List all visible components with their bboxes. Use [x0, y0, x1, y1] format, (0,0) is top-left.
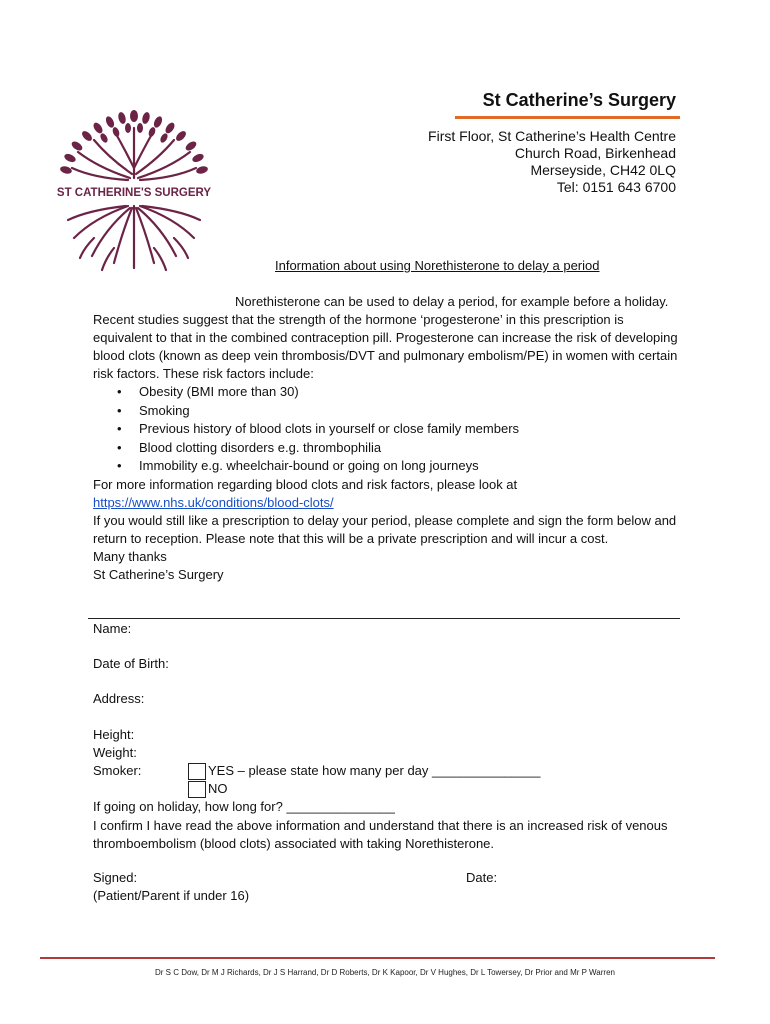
signature-label[interactable]: Signed:: [93, 870, 138, 885]
more-info-text: For more information regarding blood clots and risk factors, please look at: [93, 477, 518, 492]
phone-number: Tel: 0151 643 6700: [556, 179, 676, 195]
surgery-address: [428, 128, 676, 196]
weight-field-label[interactable]: Weight:: [93, 745, 137, 760]
document-heading: Information about using Norethisterone to delay a period: [275, 258, 600, 273]
smoker-label: Smoker:: [93, 763, 142, 778]
dob-field-label[interactable]: Date of Birth:: [93, 656, 169, 671]
footer-doctors-list: Dr S C Dow, Dr M J Richards, Dr J S Harrand, Dr D Roberts, Dr K Kapoor, Dr V Hughes, Dr L Towersey, Dr Prior and Mr P Warren: [155, 968, 615, 977]
smoker-yes-label: YES – please state how many per day _______________: [208, 763, 541, 778]
title-accent-rule: [455, 116, 680, 119]
surgery-title: St Catherine’s Surgery: [482, 90, 676, 110]
risk-factor-list: [93, 383, 683, 476]
list-item: • Blood clotting disorders e.g. thrombophilia: [93, 439, 683, 458]
address-field-label[interactable]: Address:: [93, 691, 145, 706]
more-info-paragraph: [93, 476, 683, 512]
confirmation-statement: I confirm I have read the above information and understand that there is an increased risk of venous thromboembolism (blood clots) associated with taking Norethisterone.: [93, 818, 668, 851]
thanks-text: Many thanks: [93, 549, 167, 564]
closing-paragraph: [93, 512, 683, 584]
smoker-no-label: NO: [208, 781, 228, 796]
signer-note: (Patient/Parent if under 16): [93, 888, 250, 903]
holiday-length-field[interactable]: If going on holiday, how long for? _______________: [93, 799, 395, 814]
closing-text: If you would still like a prescription to delay your period, please complete and sign the form below and return to reception. Please note that this will be a private prescription and will incur a cost.: [93, 513, 677, 546]
intro-paragraph: [93, 293, 683, 383]
smoker-yes-checkbox[interactable]: [188, 763, 206, 780]
list-item: • Previous history of blood clots in yourself or close family members: [93, 420, 683, 439]
list-item: • Smoking: [93, 402, 683, 421]
list-item: • Obesity (BMI more than 30): [93, 383, 683, 402]
tree-logo-icon: [44, 108, 224, 278]
address-line: Merseyside, CH42 0LQ: [530, 162, 676, 178]
intro-first-line: Norethisterone can be used to delay a period, for example before a: [235, 294, 621, 309]
smoker-no-checkbox[interactable]: [188, 781, 206, 798]
intro-body: holiday. Recent studies suggest that the strength of the hormone ‘progesterone’ in this prescription is equivalent to that in the combined contraception pill. Progesterone can increase the risk of developing blood clots (known as deep vein thrombosis/DVT and pulmonary embolism/PE) in women with certain risk factors. These risk factors include:: [93, 294, 678, 381]
name-field-label[interactable]: Name:: [93, 621, 132, 636]
logo-text: ST CATHERINE'S SURGERY: [56, 187, 212, 199]
footer-rule: [40, 957, 715, 959]
height-field-label[interactable]: Height:: [93, 727, 135, 742]
signoff-text: St Catherine’s Surgery: [93, 567, 224, 582]
form-divider: [88, 618, 680, 619]
list-item: • Immobility e.g. wheelchair-bound or going on long journeys: [93, 457, 683, 476]
address-line: Church Road, Birkenhead: [514, 145, 676, 161]
surgery-logo: [44, 108, 224, 278]
nhs-blood-clots-link[interactable]: https://www.nhs.uk/conditions/blood-clots/: [93, 495, 334, 510]
date-label[interactable]: Date:: [466, 870, 498, 885]
address-line: First Floor, St Catherine’s Health Centre: [428, 128, 676, 144]
